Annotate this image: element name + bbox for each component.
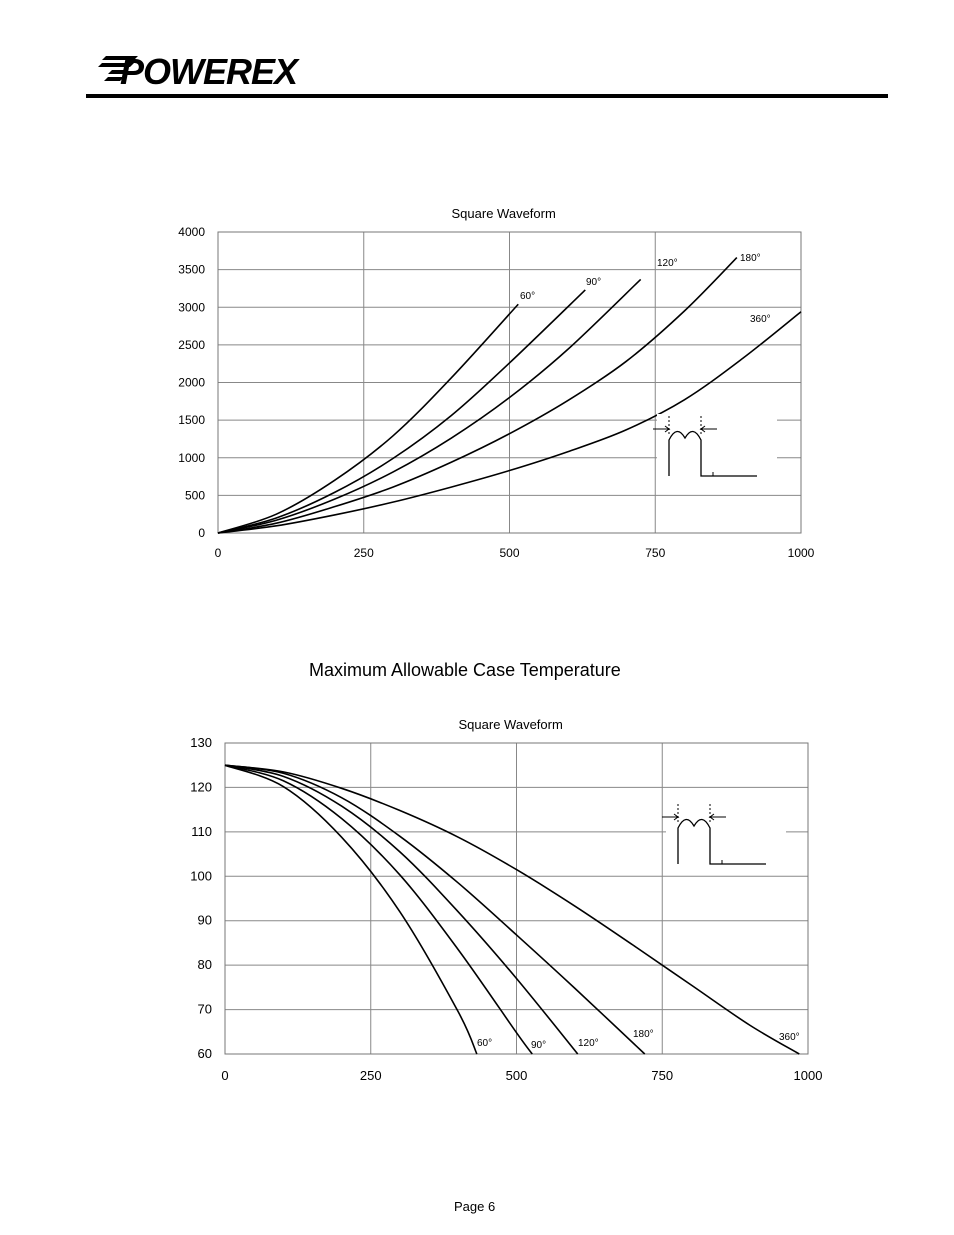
x-tick-label: 250 — [359, 1068, 382, 1083]
y-tick-label: 0 — [198, 526, 205, 540]
series-line-2 — [225, 765, 532, 1054]
y-tick-label: 1500 — [178, 413, 205, 428]
y-tick-label: 120 — [190, 779, 212, 795]
x-tick-label: 750 — [645, 546, 666, 560]
y-tick-label: 130 — [190, 735, 212, 750]
brand-text: POWEREX — [120, 51, 298, 90]
y-tick-label: 4000 — [178, 225, 205, 239]
x-tick-label: 250 — [353, 546, 374, 560]
series-label: 60° — [477, 1038, 493, 1049]
series-label: 60° — [520, 291, 536, 302]
chart-title: Square Waveform — [451, 206, 556, 221]
series-line-4 — [225, 765, 645, 1054]
y-tick-label: 100 — [190, 868, 212, 884]
series-label: 360° — [750, 314, 771, 325]
x-tick-label: 750 — [651, 1068, 674, 1083]
waveform-inset-bg — [666, 802, 786, 872]
y-tick-label: 90 — [197, 912, 212, 928]
y-tick-label: 70 — [197, 1001, 212, 1017]
series-label: 120° — [578, 1038, 599, 1049]
series-line-3 — [225, 765, 578, 1054]
y-tick-label: 2000 — [178, 375, 205, 390]
series-label: 90° — [531, 1040, 547, 1051]
series-label: 180° — [633, 1029, 654, 1040]
x-tick-label: 500 — [499, 546, 520, 560]
x-tick-label: 0 — [221, 1068, 229, 1083]
series-label: 360° — [779, 1032, 800, 1043]
y-tick-label: 80 — [197, 957, 212, 973]
y-tick-label: 3000 — [178, 300, 205, 315]
y-tick-label: 3500 — [178, 262, 205, 277]
series-label: 90° — [586, 277, 602, 288]
chart-title: Square Waveform — [458, 717, 563, 732]
page-number: Page 6 — [454, 1199, 496, 1214]
x-tick-label: 1000 — [787, 546, 815, 560]
y-tick-label: 2500 — [178, 337, 205, 352]
y-tick-label: 60 — [197, 1046, 212, 1061]
x-tick-label: 500 — [505, 1068, 528, 1083]
series-line-1 — [225, 765, 477, 1054]
y-tick-label: 500 — [184, 488, 205, 503]
section-title: Maximum Allowable Case Temperature — [309, 660, 621, 680]
series-label: 180° — [740, 253, 761, 264]
y-tick-label: 1000 — [178, 450, 205, 465]
series-label: 120° — [657, 258, 678, 269]
y-tick-label: 110 — [191, 823, 212, 839]
x-tick-label: 1000 — [793, 1068, 823, 1083]
x-tick-label: 0 — [214, 546, 222, 560]
